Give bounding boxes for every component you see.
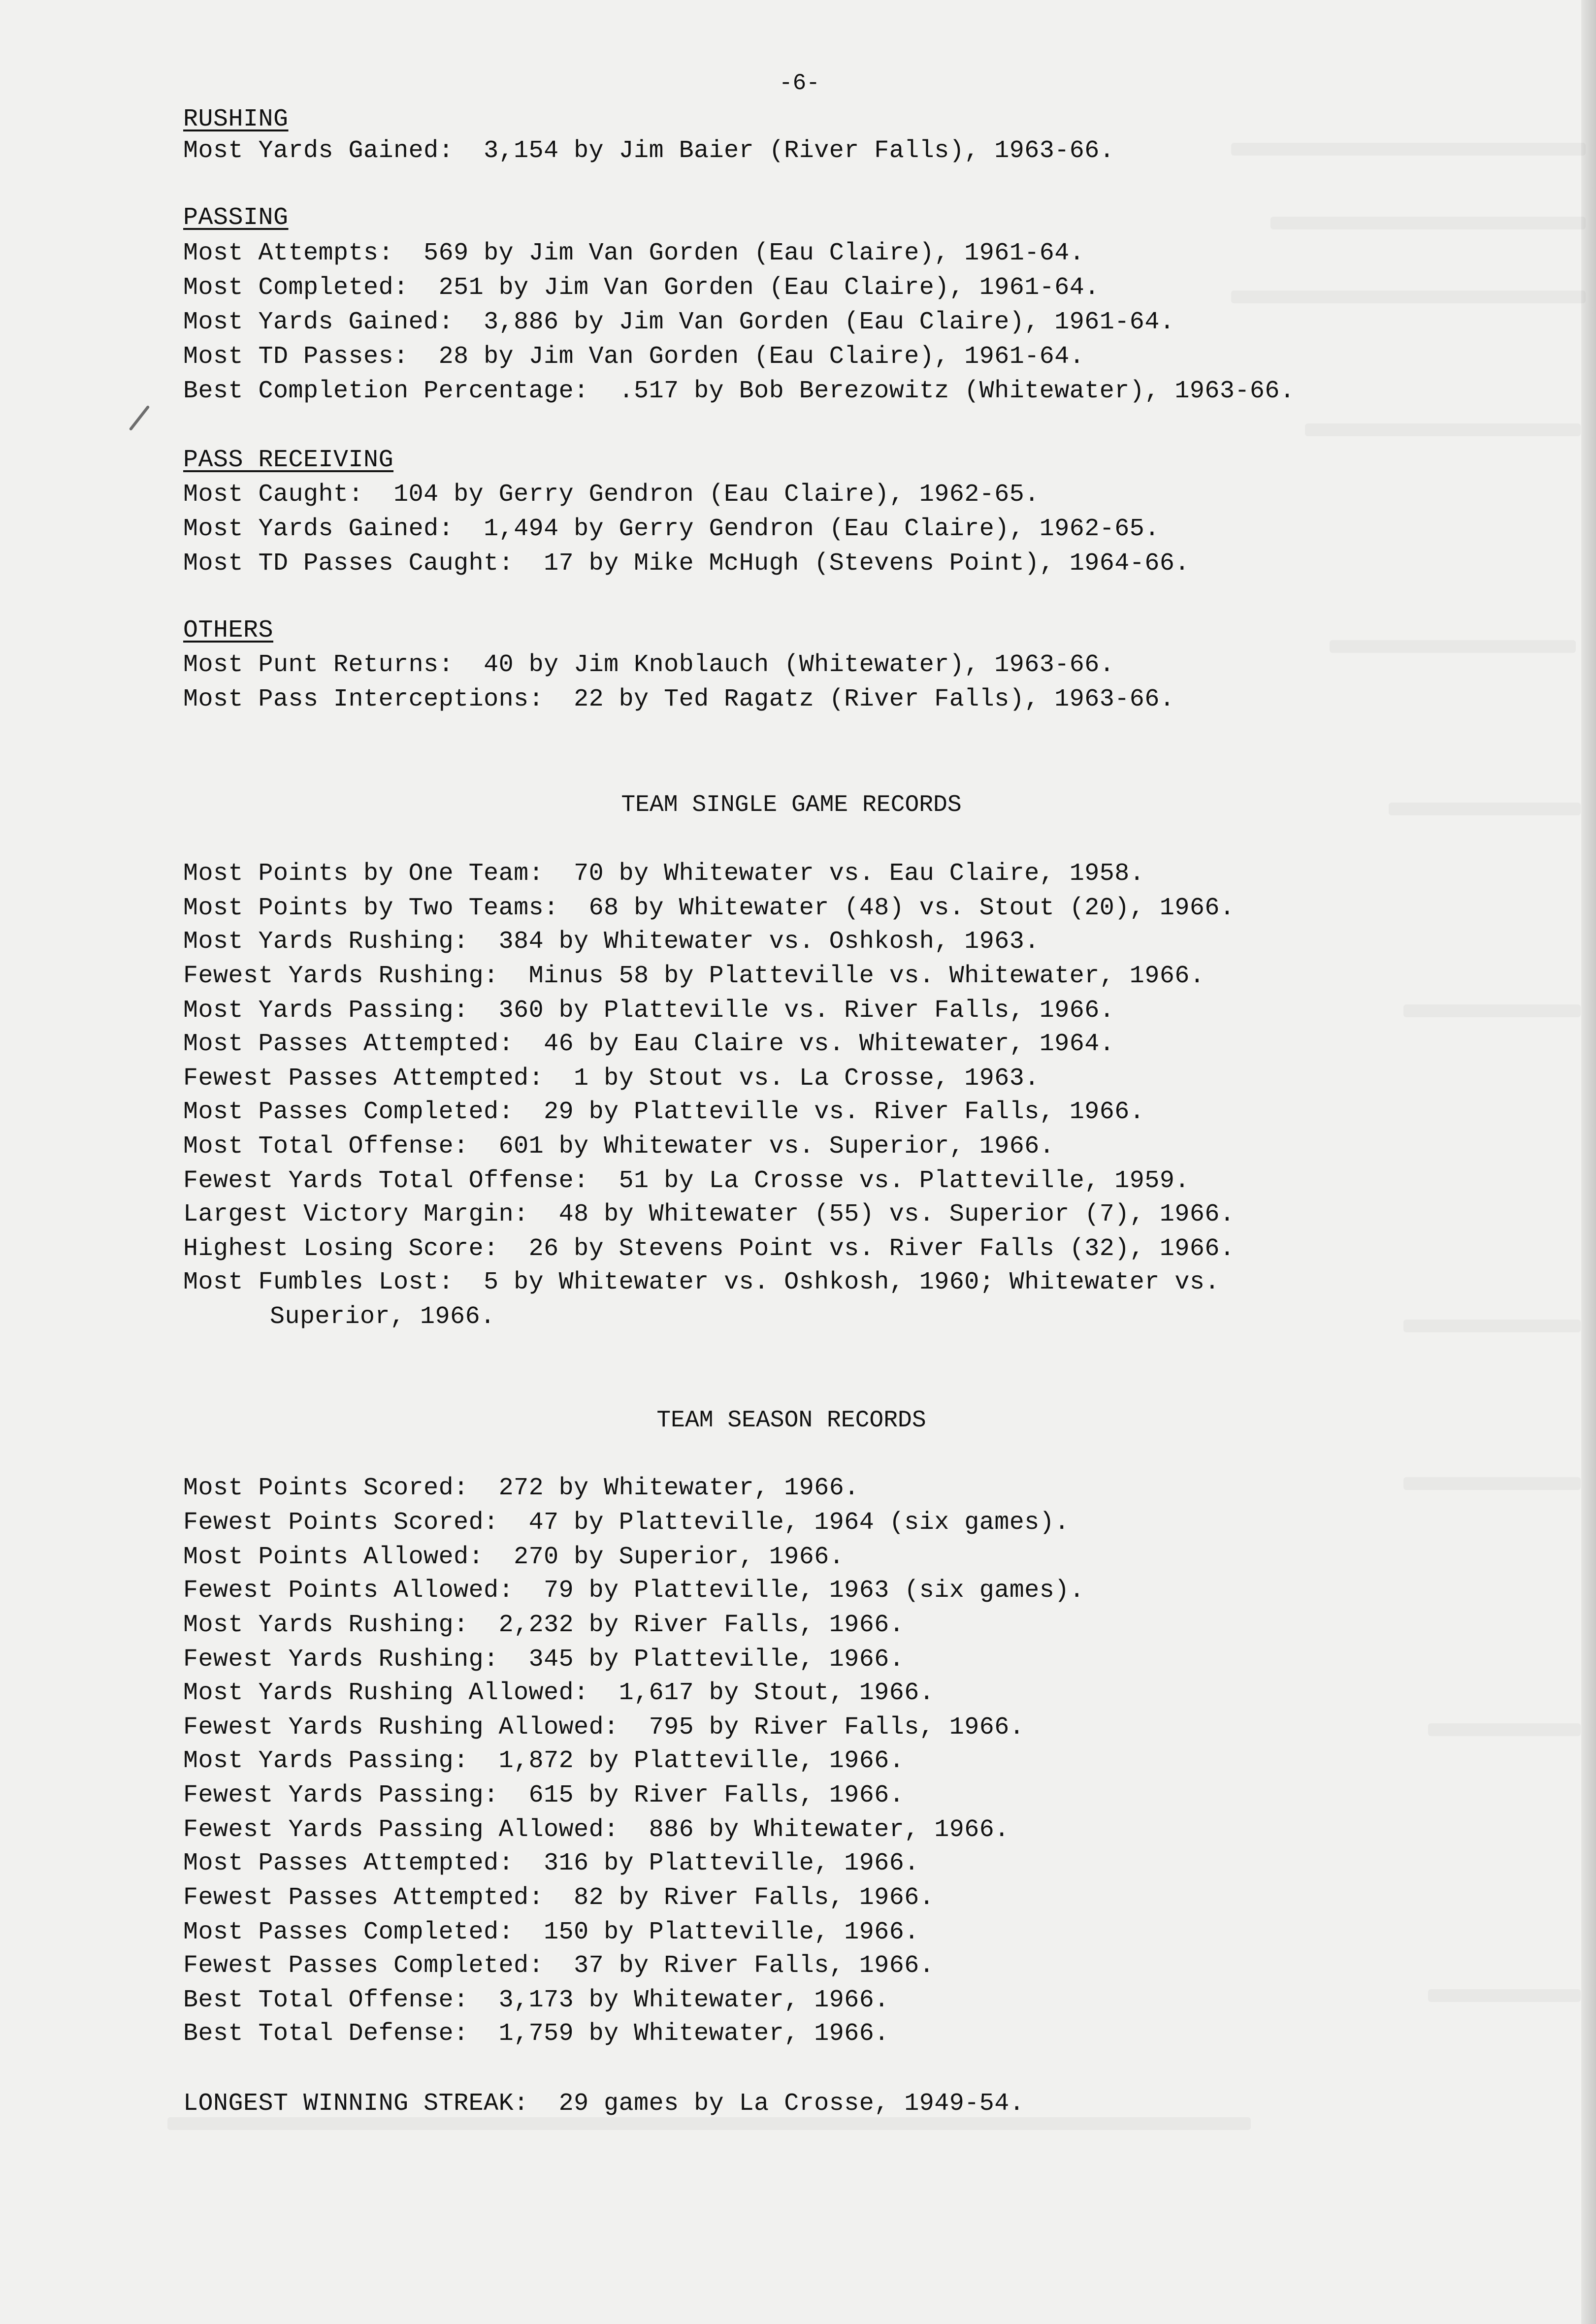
section-title-team-season: TEAM SEASON RECORDS	[656, 1407, 926, 1434]
record-line: Most Punt Returns: 40 by Jim Knoblauch (Whitewater), 1963-66.	[183, 651, 1115, 679]
pencil-check-mark	[129, 405, 150, 431]
section-heading-passing: PASSING	[183, 204, 289, 232]
record-line: Most Yards Rushing: 2,232 by River Falls, 1966.	[183, 1611, 905, 1639]
record-line: Most Yards Gained: 1,494 by Gerry Gendron (Eau Claire), 1962-65.	[183, 515, 1160, 543]
record-line: Largest Victory Margin: 48 by Whitewater (55) vs. Superior (7), 1966.	[183, 1200, 1235, 1228]
record-line: Fewest Yards Passing: 615 by River Falls, 1966.	[183, 1781, 905, 1809]
record-line: Most TD Passes Caught: 17 by Mike McHugh (Stevens Point), 1964-66.	[183, 549, 1190, 578]
record-line: Best Total Offense: 3,173 by Whitewater, 1966.	[183, 1986, 889, 2014]
record-line: Most Passes Attempted: 316 by Platteville, 1966.	[183, 1849, 919, 1877]
section-title-team-single-game: TEAM SINGLE GAME RECORDS	[621, 792, 962, 818]
record-line: Fewest Yards Rushing: 345 by Platteville, 1966.	[183, 1646, 905, 1674]
record-line: Most TD Passes: 28 by Jim Van Gorden (Eau Claire), 1961-64.	[183, 343, 1085, 371]
record-line: Most Passes Completed: 29 by Platteville vs. River Falls, 1966.	[183, 1098, 1145, 1126]
record-line: Fewest Yards Total Offense: 51 by La Crosse vs. Platteville, 1959.	[183, 1167, 1190, 1195]
record-line: Most Points by Two Teams: 68 by Whitewater (48) vs. Stout (20), 1966.	[183, 894, 1235, 922]
record-line: Most Yards Passing: 360 by Platteville vs. River Falls, 1966.	[183, 997, 1115, 1025]
record-line: Most Attempts: 569 by Jim Van Gorden (Eau Claire), 1961-64.	[183, 239, 1085, 267]
record-line-continuation: Superior, 1966.	[270, 1303, 495, 1331]
record-line: Most Points by One Team: 70 by Whitewater vs. Eau Claire, 1958.	[183, 860, 1145, 888]
record-line: Most Yards Rushing: 384 by Whitewater vs. Oshkosh, 1963.	[183, 928, 1040, 956]
page-edge-shadow	[1581, 0, 1596, 2324]
record-line: Fewest Points Allowed: 79 by Platteville, 1963 (six games).	[183, 1577, 1085, 1605]
record-line: Fewest Yards Rushing: Minus 58 by Platteville vs. Whitewater, 1966.	[183, 962, 1205, 990]
record-line: Highest Losing Score: 26 by Stevens Point vs. River Falls (32), 1966.	[183, 1235, 1235, 1263]
section-heading-pass-receiving: PASS RECEIVING	[183, 446, 394, 474]
record-line: Most Passes Attempted: 46 by Eau Claire vs. Whitewater, 1964.	[183, 1030, 1115, 1058]
record-line: Most Passes Completed: 150 by Platteville, 1966.	[183, 1918, 919, 1946]
record-line: Most Total Offense: 601 by Whitewater vs. Superior, 1966.	[183, 1132, 1055, 1161]
record-line: Fewest Passes Attempted: 82 by River Falls, 1966.	[183, 1884, 935, 1912]
record-line: Fewest Passes Attempted: 1 by Stout vs. La Crosse, 1963.	[183, 1065, 1040, 1093]
record-line: Most Yards Gained: 3,154 by Jim Baier (River Falls), 1963-66.	[183, 137, 1115, 165]
record-line: Most Caught: 104 by Gerry Gendron (Eau Claire), 1962-65.	[183, 481, 1040, 509]
record-line: Most Pass Interceptions: 22 by Ted Ragatz (River Falls), 1963-66.	[183, 685, 1175, 713]
record-line: Best Completion Percentage: .517 by Bob Berezowitz (Whitewater), 1963-66.	[183, 377, 1295, 405]
document-page	[183, 0, 1513, 2324]
record-line: Most Yards Passing: 1,872 by Platteville, 1966.	[183, 1747, 905, 1775]
page-number: -6-	[779, 70, 820, 96]
record-line: Most Completed: 251 by Jim Van Gorden (Eau Claire), 1961-64.	[183, 274, 1100, 302]
record-line: Fewest Points Scored: 47 by Platteville, 1964 (six games).	[183, 1509, 1070, 1537]
record-line: Most Fumbles Lost: 5 by Whitewater vs. Oshkosh, 1960; Whitewater vs.	[183, 1268, 1220, 1296]
record-line: Fewest Yards Passing Allowed: 886 by Whitewater, 1966.	[183, 1816, 1010, 1844]
record-line: Most Yards Rushing Allowed: 1,617 by Stout, 1966.	[183, 1679, 935, 1707]
section-heading-rushing: RUSHING	[183, 105, 289, 133]
record-line: Most Yards Gained: 3,886 by Jim Van Gorden (Eau Claire), 1961-64.	[183, 308, 1175, 336]
record-line: Most Points Allowed: 270 by Superior, 1966.	[183, 1543, 845, 1571]
record-line: Most Points Scored: 272 by Whitewater, 1966.	[183, 1474, 859, 1502]
record-line: Best Total Defense: 1,759 by Whitewater, 1966.	[183, 2020, 889, 2048]
longest-winning-streak: LONGEST WINNING STREAK: 29 games by La Crosse, 1949-54.	[183, 2090, 1025, 2118]
record-line: Fewest Yards Rushing Allowed: 795 by River Falls, 1966.	[183, 1713, 1025, 1742]
section-heading-others: OTHERS	[183, 616, 274, 645]
record-line: Fewest Passes Completed: 37 by River Falls, 1966.	[183, 1952, 935, 1980]
